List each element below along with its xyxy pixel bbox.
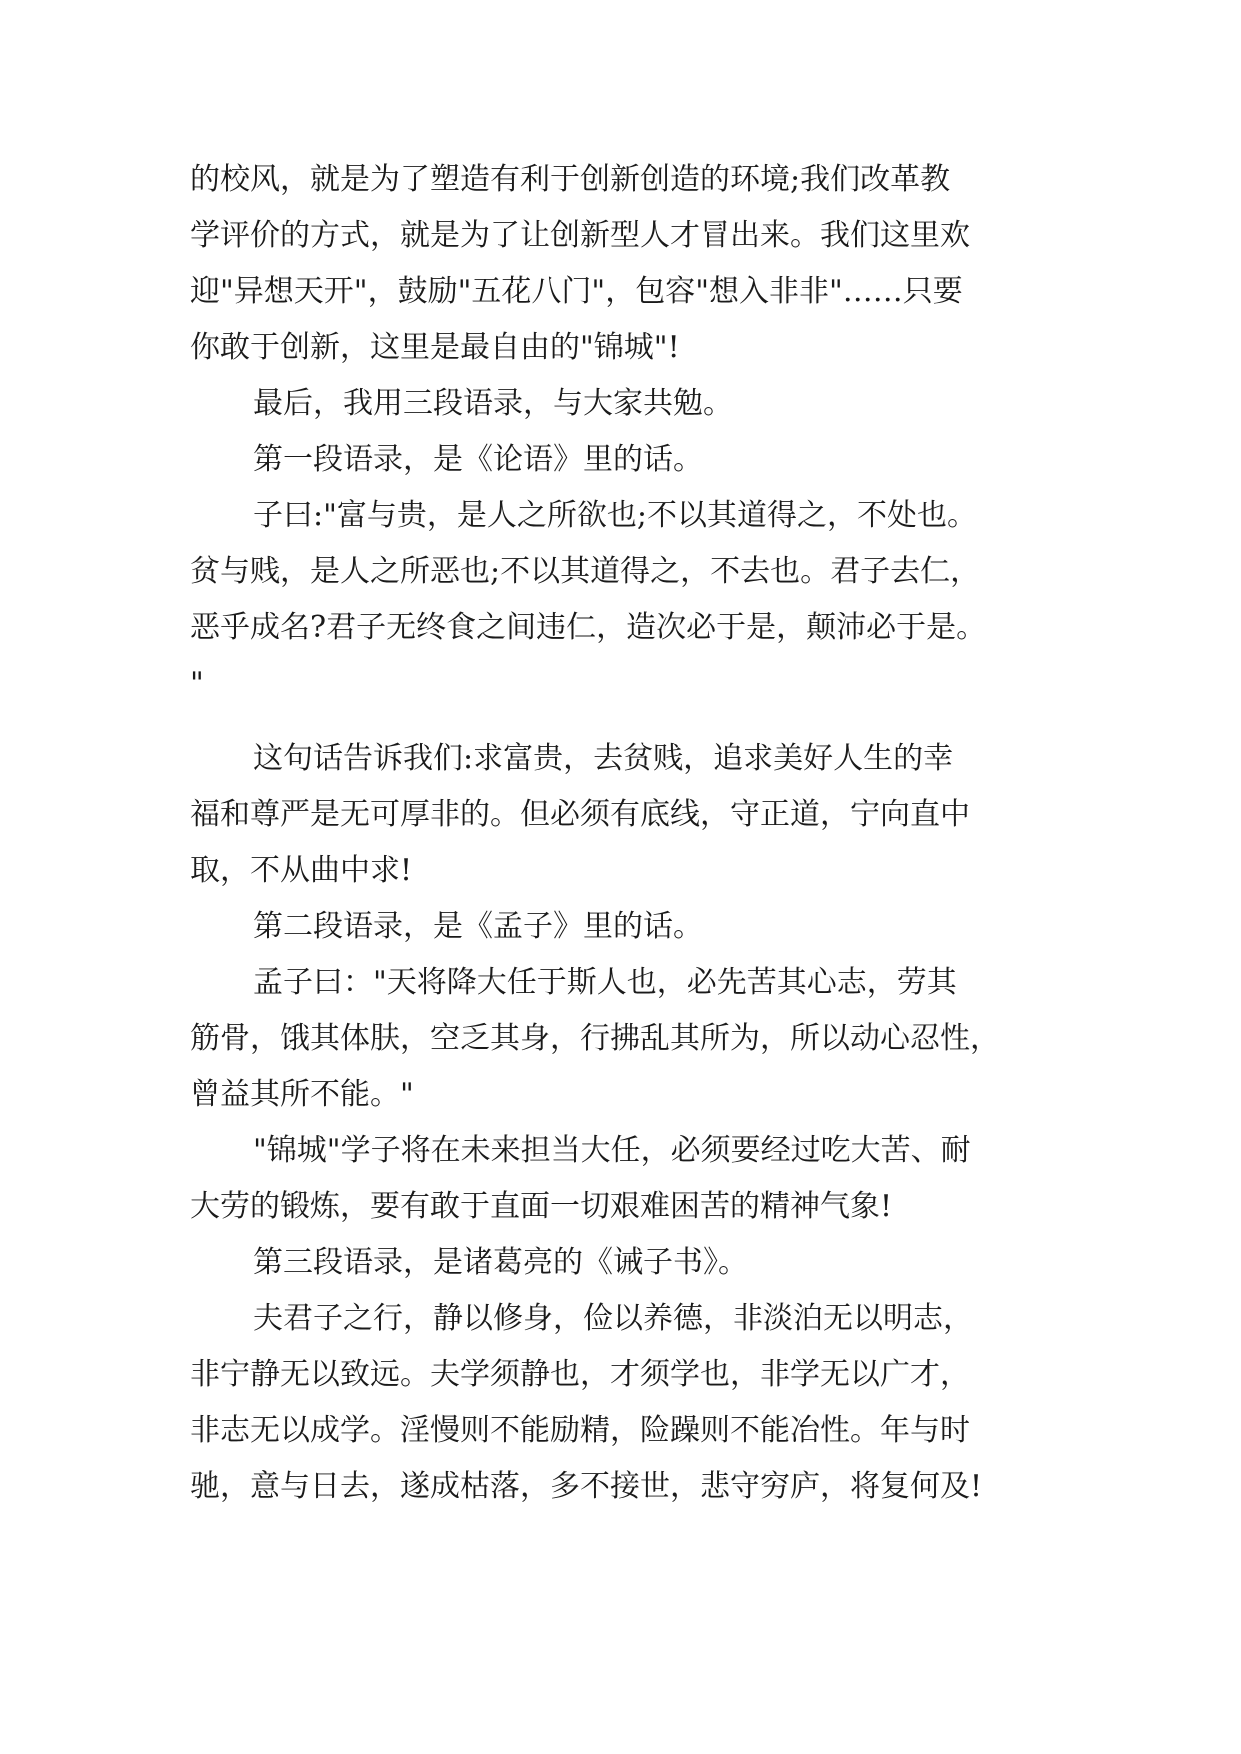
paragraph-quote-one-heading <box>190 432 1070 488</box>
text-line: 筋骨，饿其体肤，空乏其身，行拂乱其所为，所以动心忍性， <box>190 1021 1000 1056</box>
text-line: 第三段语录，是诸葛亮的《诫子书》。 <box>253 1245 748 1280</box>
text-line: 第一段语录，是《论语》里的话。 <box>253 442 703 477</box>
text-line: 孟子曰："天将降大任于斯人也，必先苦其心志，劳其 <box>253 965 957 1000</box>
paragraph-analects-quote <box>190 488 1070 712</box>
text-line: 曾益其所不能。" <box>190 1077 414 1112</box>
text-line: 非宁静无以致远。夫学须静也，才须学也，非学无以广才， <box>190 1357 970 1392</box>
paragraph-mencius-quote <box>190 955 1070 1123</box>
text-line: 第二段语录，是《孟子》里的话。 <box>253 909 703 944</box>
document-body <box>190 152 1070 1515</box>
text-line: 子曰:"富与贵，是人之所欲也;不以其道得之，不处也。 <box>253 498 978 533</box>
paragraph-mencius-commentary <box>190 1123 1070 1235</box>
paragraph-analects-commentary <box>190 731 1070 899</box>
paragraph-quote-two-heading <box>190 899 1070 955</box>
text-line: 福和尊严是无可厚非的。但必须有底线，守正道，宁向直中 <box>190 797 970 832</box>
text-line: 贫与贱，是人之所恶也;不以其道得之，不去也。君子去仁， <box>190 554 981 589</box>
text-line: 非志无以成学。淫慢则不能励精，险躁则不能冶性。年与时 <box>190 1413 970 1448</box>
text-line: 夫君子之行，静以修身，俭以养德，非淡泊无以明志， <box>253 1301 973 1336</box>
text-line: 最后，我用三段语录，与大家共勉。 <box>253 386 733 421</box>
paragraph-school-spirit <box>190 152 1070 376</box>
text-line: 迎"异想天开"，鼓励"五花八门"，包容"想入非非"……只要 <box>190 274 963 309</box>
text-line: " <box>190 666 204 701</box>
text-line: 学评价的方式，就是为了让创新型人才冒出来。我们这里欢 <box>190 218 970 253</box>
text-line: 恶乎成名?君子无终食之间违仁，造次必于是，颠沛必于是。 <box>190 610 987 645</box>
paragraph-admonition-quote <box>190 1291 1070 1515</box>
text-line: 大劳的锻炼，要有敢于直面一切艰难困苦的精神气象! <box>190 1189 893 1224</box>
text-line: 的校风，就是为了塑造有利于创新创造的环境;我们改革教 <box>190 162 951 197</box>
paragraph-closing-intro <box>190 376 1070 432</box>
text-line: "锦城"学子将在未来担当大任，必须要经过吃大苦、耐 <box>253 1133 971 1168</box>
paragraph-quote-three-heading <box>190 1235 1070 1291</box>
text-line: 你敢于创新，这里是最自由的"锦城"! <box>190 330 680 365</box>
text-line: 这句话告诉我们:求富贵，去贫贱，追求美好人生的幸 <box>253 741 954 776</box>
text-line: 取，不从曲中求! <box>190 853 413 888</box>
text-line: 驰，意与日去，遂成枯落，多不接世，悲守穷庐，将复何及! <box>190 1469 983 1504</box>
